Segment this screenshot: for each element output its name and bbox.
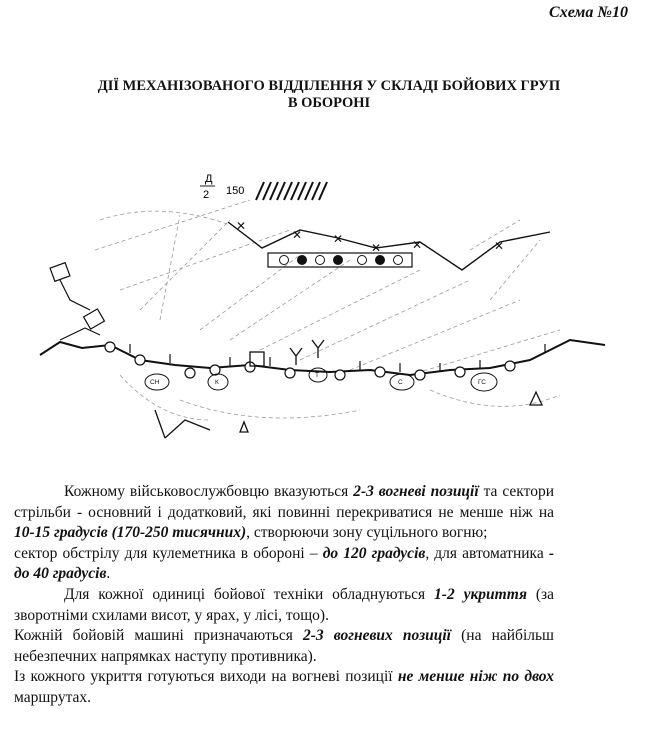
svg-text:✕: ✕ bbox=[371, 241, 382, 255]
svg-text:✕: ✕ bbox=[236, 219, 247, 233]
communication-trenches bbox=[155, 392, 542, 438]
p5-text-a: Із кожного укриття готуються виходи на вогневі позиції bbox=[14, 668, 398, 686]
scheme-label: Схема №10 bbox=[549, 4, 628, 21]
svg-text:✕: ✕ bbox=[292, 228, 303, 242]
position-label-5: ГС bbox=[478, 379, 486, 386]
position-label-4: С bbox=[398, 379, 403, 386]
paragraph-3 bbox=[14, 585, 554, 626]
p2-emphasis-120: до 120 градусів bbox=[322, 544, 426, 562]
p5-text-c: маршрутах. bbox=[14, 688, 92, 706]
svg-text:✕: ✕ bbox=[494, 239, 505, 253]
fire-sector-lines bbox=[95, 200, 560, 420]
p1-text-e: , створюючи зону суцільного вогню; bbox=[246, 524, 488, 542]
p1-emphasis-positions: 2-3 вогневі позиції bbox=[353, 483, 479, 500]
p4-emphasis-positions: 2-3 вогневих позиції bbox=[303, 627, 451, 645]
distance-label: 150 bbox=[226, 185, 245, 197]
paragraph-4 bbox=[14, 626, 554, 667]
position-label-3: Т bbox=[315, 372, 319, 379]
svg-text:✕: ✕ bbox=[412, 238, 423, 252]
fraction-bottom: 2 bbox=[203, 189, 210, 201]
trench-line bbox=[40, 340, 605, 375]
p2-emphasis-40: - до 40 градусів bbox=[14, 544, 555, 583]
fraction-top: Д bbox=[205, 173, 213, 185]
p2-text-c: , для автоматника bbox=[425, 544, 549, 562]
p1-text-a: Кожному військовослужбовцю вказуються bbox=[64, 483, 354, 500]
p5-emphasis-routes: не менше ніж по двох bbox=[397, 668, 554, 686]
obstacle-cross-marks bbox=[236, 219, 504, 255]
title-line-2: В ОБОРОНІ bbox=[287, 95, 371, 111]
trench-positions bbox=[105, 342, 515, 380]
position-label-1: СН bbox=[150, 379, 160, 386]
p3-emphasis-cover: 1-2 укриття bbox=[434, 585, 527, 603]
p4-text-a: Кожній бойовій машині призначаються bbox=[14, 627, 304, 645]
page-title bbox=[0, 78, 658, 112]
p3-text-c: (за зворотніми схилами висот, у ярах, у лісі, тощо). bbox=[14, 585, 554, 624]
body-text bbox=[14, 482, 554, 709]
p3-text-a: Для кожної одиниці бойової техніки обладнуються bbox=[64, 585, 435, 603]
p1-text-c: та сектори стрільби - основний і додатковий, які повинні перекриватися не менше ніж на bbox=[14, 483, 554, 521]
svg-text:✕: ✕ bbox=[333, 232, 344, 246]
p1-emphasis-degrees: 10-15 градусів (170-250 тисячних) bbox=[14, 524, 247, 542]
paragraph-5 bbox=[14, 667, 554, 708]
firing-position-markers bbox=[290, 340, 324, 365]
p2-text-a: сектор обстрілу для кулеметника в обороні – bbox=[14, 544, 323, 562]
paragraph-1 bbox=[14, 482, 554, 544]
left-flank-posts bbox=[50, 263, 104, 340]
paragraph-2 bbox=[14, 544, 554, 585]
defense-scheme-diagram bbox=[0, 160, 658, 460]
position-label-2: К bbox=[215, 379, 219, 386]
hatch-marks bbox=[256, 182, 327, 200]
title-line-1: ДІЇ МЕХАНІЗОВАНОГО ВІДДІЛЕННЯ У СКЛАДІ БОЙОВИХ ГРУП bbox=[97, 78, 561, 94]
p2-text-e: . bbox=[106, 565, 111, 583]
p4-text-c: (на найбільш небезпечних напрямках наступу противника). bbox=[14, 627, 554, 665]
